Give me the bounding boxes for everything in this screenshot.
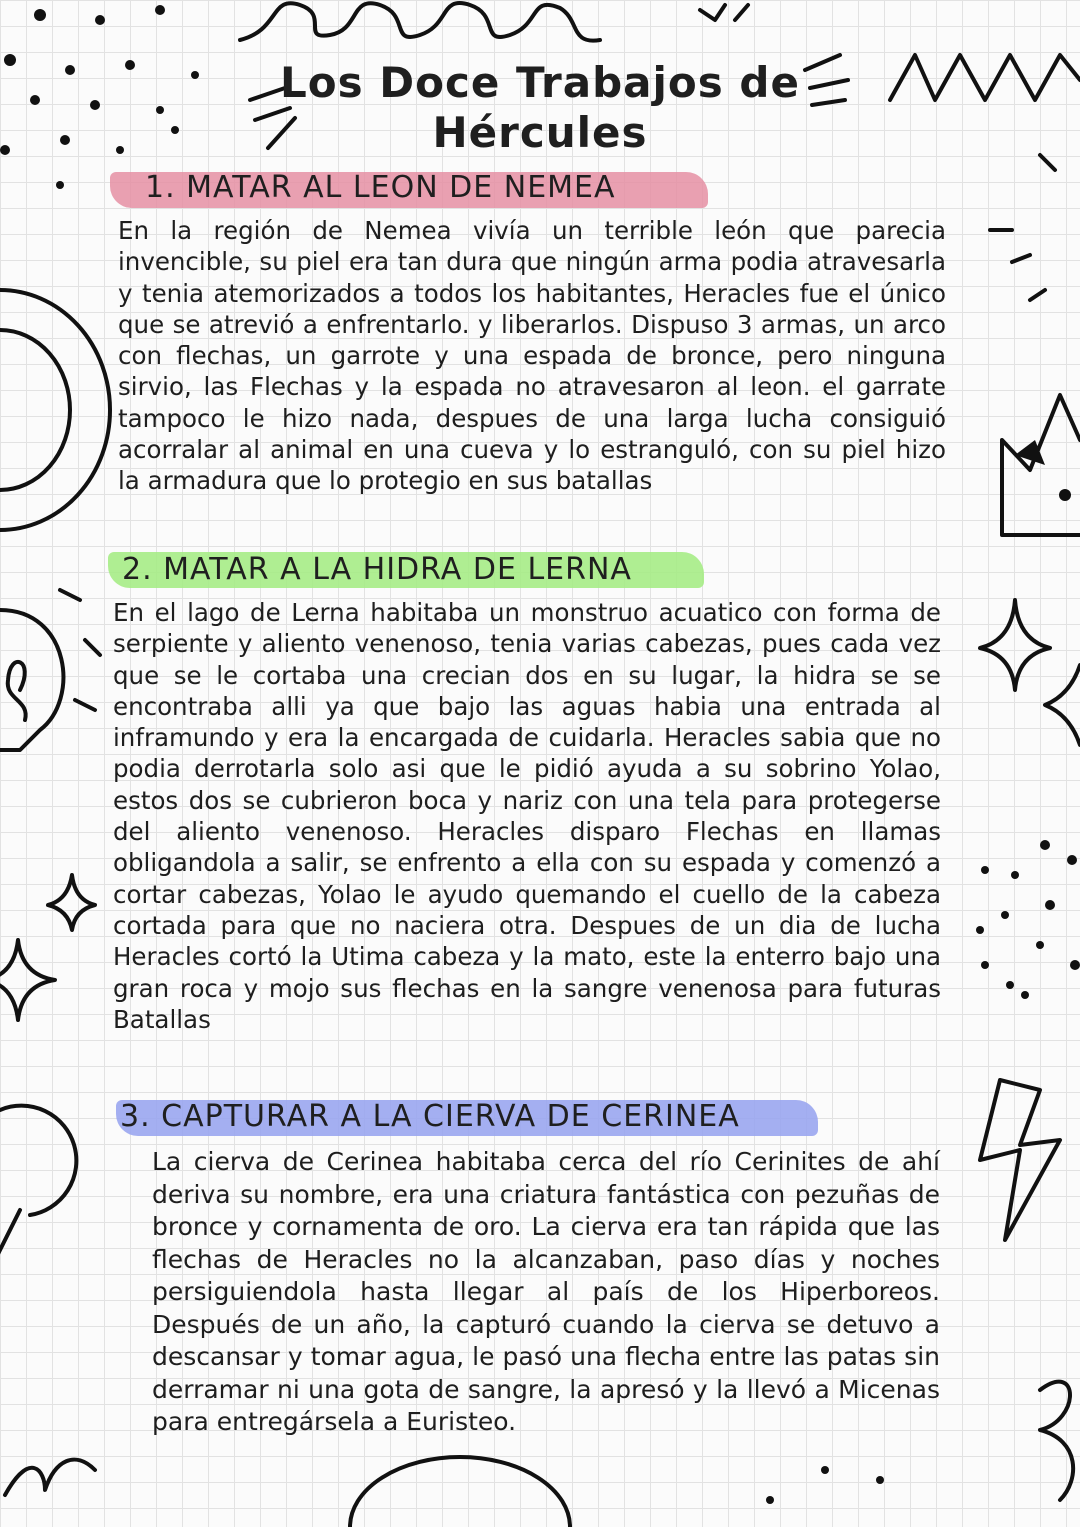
- crown-icon: [1002, 395, 1080, 535]
- rainbow-arc-icon: [0, 290, 110, 530]
- magnifier-icon: [0, 1106, 76, 1270]
- sparkle-icon: [980, 600, 1050, 690]
- section-body: La cierva de Cerinea habitaba cerca del río Cerinites de ahí deriva su nombre, era una criatura fantástica con pezuñas de bronce y cornamenta de oro. La cierva era tan rápida que las flechas de Heracles no la alcanzaban, paso días y noches persiguiendola hasta llegar al país de los Hiperboreos. Después de un año, la capturó cuando la cierva se detuvo a descansar y tomar agua, le pasó una flecha entre las patas sin derramar ni una gota de sangre, la apresó y la llevó a Micenas para entregársela a Euristeo.: [152, 1147, 940, 1436]
- page-title: [240, 58, 840, 158]
- sparkle-icon: [48, 875, 95, 930]
- section-body: En la región de Nemea vivía un terrible león que parecia invencible, su piel era tan dura que ningún arma podia atravesarla y tenia atemorizados a todos los habitantes, Heracles fue el único que se atrevió a enfrentarlo. y liberarlos. Dispuso 3 armas, un arco con flechas, un garrote y una espada de bronce, pero ninguna sirvio, las Flechas y la espada no atravesaron al leon. el garrate tampoco le hizo nada, despues de una larga lucha consiguió acorralar al animal en una cueva y lo estranguló, con su piel hizo la armadura que lo protegio en sus batallas: [118, 216, 946, 496]
- sparkle-icon: [1045, 665, 1080, 745]
- title-line-1: Los Doce Trabajos de: [280, 58, 800, 107]
- title-line-2: Hércules: [432, 108, 648, 157]
- lightning-icon: [980, 1080, 1060, 1240]
- sparkle-icon: [0, 940, 55, 1020]
- loop-scribble-icon: [240, 3, 600, 41]
- section-heading: 3. CAPTURAR A LA CIERVA DE CERINEA: [120, 1099, 740, 1134]
- section-body: En el lago de Lerna habitaba un monstruo acuatico con forma de serpiente y aliento venenoso, tenia varias cabezas, pues cada vez que se le cortaba una crecian dos en su lugar, la hidra se se encontraba alli ya que bajo las aguas habia una entrada al inframundo y era la encargada de cuidarla. Heracles sabia que no podia derrotarla solo asi que le pidió ayuda a su sobrino Yolao, estos dos se cubrieron boca y nariz con una tela para protegerse del aliento venenoso. Heracles disparo Flechas en llamas obligandola a salir, se enfrento a ella con su espada y comenzó a cortar cabezas, Yolao le ayudo quemando el cuello de la cabeza cortada para que no naciera otra. Despues de un dia de lucha Heracles cortó la Utima cabeza y la mato, este la enterro bajo una gran roca y mojo sus flechas en la sangre venenosa para futuras Batallas: [113, 598, 941, 1034]
- section-heading: 2. MATAR A LA HIDRA DE LERNA: [122, 552, 632, 587]
- zigzag-icon: [890, 55, 1080, 100]
- section-heading: 1. MATAR AL LEON DE NEMEA: [145, 170, 616, 205]
